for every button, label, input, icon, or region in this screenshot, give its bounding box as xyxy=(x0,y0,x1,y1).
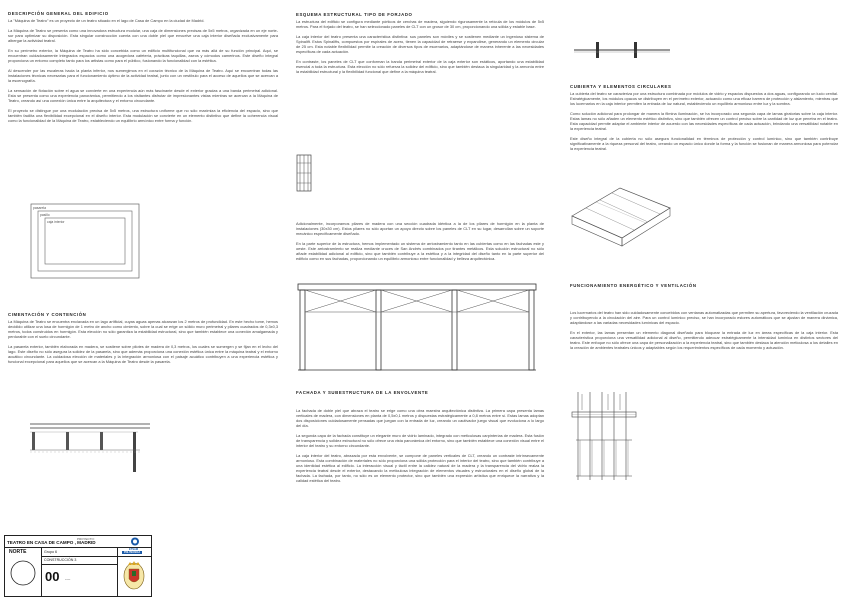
plan-label: caja interior xyxy=(47,220,65,224)
paragraph: La estructura del edificio se configura mediante pórticos de cerchas de madera, siguiendo rigurosamente la retícula de los módulos de 5x5 metros. Para el forjado del teatro, se han seleccionado paneles de CLT con un grosor de 30 cm, proporcionando una sólida y estable base. xyxy=(296,19,544,29)
louvre-facade-detail xyxy=(572,392,636,482)
paragraph: La segunda capa de la fachada constituye un elegante muro de vidrio laminado, integrado con meticulosas carpinterías de madera. Esta fusión de transparencia y solidez estructural no sólo ofrece una vista panorámica del entorno, sino que también establece una conexión visual entre el interior del teatro y su entorno circundante. xyxy=(296,433,544,448)
right-column-3 xyxy=(570,310,838,355)
paragraph: Como solución adicional para prolongar de manera la filmina iluminación, se ha incorporado una segunda capa de lamas giratorias sobre la caja interior. Estas lamas no sólo añaden un elemento estético distintivo, sino que también ofrecen un control preciso sobre la cantidad de luz que penetra en el teatro. Esta capacidad permite adaptar el ambiente interior de acuerdo con las necesidades específicas de cada actuación, brindando una versatilidad notable en la experiencia teatral. xyxy=(570,111,838,131)
section-heading-energetico: FUNCIONAMIENTO ENERGÉTICO Y VENTILACIÓN xyxy=(570,283,697,288)
middle-column xyxy=(296,12,544,79)
middle-column-4 xyxy=(296,408,544,488)
foundation-section-drawing xyxy=(30,412,160,472)
coat-of-arms-icon xyxy=(122,560,146,592)
paragraph: La caja interior del teatro, abrazada por esta envolvente, se compone de paneles verticales de CLT, creando un contraste intrínsecamente armonioso. Esta combinación de materiales no sólo proporciona una sólida protección para el interior del teatro, sino que también contribuye a una identidad estética al edificio. La interacción visual y táctil entre la calidez natural de la madera y la transparencia del vidrio realza la experiencia teatral desde el exterior, destacando la meticulosa integración de elementos visuales y estructurales en el diseño global de la fachada. La fachada, por tanto, no sólo es un elemento protector, sino que también una expresión artística que enriquece la narrativa y la calidad estética del teatro. xyxy=(296,453,544,483)
left-column xyxy=(8,11,278,128)
section-heading-descripcion: DESCRIPCIÓN GENERAL DEL EDIFICIO xyxy=(8,11,109,16)
paragraph: En el exterior, las lamas presentan un elemento diagonal diseñado para bloquear la entrada de luz en áreas específicas de la caja interior. Esta característica proporciona una versatilidad adicional al diseño, permitiendo adecuar estratégicamente la intensidad lumínica en distintos sectores del teatro. Este enfoque no sólo ofrece una capa de personalización a la experiencia teatral, sino que también destaca la atención meticulosa a los detalles en la creación de ambientes teatrales únicos y adaptables según los requerimientos específicos de cada momento y actuación. xyxy=(570,330,838,350)
frame-section-drawing xyxy=(296,282,540,374)
group-label: Grupo 6 xyxy=(44,550,57,554)
section-heading-cubierta: CUBIERTA Y ELEMENTOS CIRCULARES xyxy=(570,84,672,89)
paragraph: La caja interior del teatro presenta una característica distintiva: sus paneles son móviles y se sostienen mediante un ingenioso sistema de Spinalift. Estos Spinalifts, compuestos por espirales de acero, tienen la capacidad de retraerse y expandirse, generando un elemento circular de 25 cm. Esta notable flexibilidad permite la creación de diversos tipos de escenarios, adaptándose de manera inherente a las necesidades específicas de cada actuación. xyxy=(296,34,544,54)
paragraph: El proyecto se distingue por una modulación precisa de 5x5 metros, una estructura uniforme que no sólo maximiza la eficiencia del espacio, sino que también facilita una flexibilidad excepcional en el diseño interior. Esta modulación se convierte en un elemento distintivo que define la coherencia visual como la funcionalidad de la Máquina de Teatro, estableciendo un equilibrio armónico entre forma y función. xyxy=(8,108,278,123)
paragraph: Este diseño integral de la cubierta no sólo asegura funcionalidad en términos de protección y control lumínico, sino que también contribuye significativamente a la riqueza personal del teatro, creando un espacio único donde la forma y la función se fusionan de manera armoniosa para potenciar la experiencia teatral. xyxy=(570,136,838,151)
plan-diagram xyxy=(25,200,145,282)
roof-detail-drawing xyxy=(574,38,670,62)
right-column-2 xyxy=(570,283,838,290)
roof-axonometric-drawing xyxy=(566,186,676,248)
middle-column-3 xyxy=(296,390,544,397)
structural-column-detail xyxy=(296,155,312,191)
section-heading-estructura: ESQUEMA ESTRUCTURAL TIPO DE FORJADO xyxy=(296,12,413,17)
paragraph: Adicionalmente, incorporamos pilares de madera con una sección cuadrada idéntica a la de los pilares de hormigón en la planta de instalaciones (30x30 cm). Estos pilares no sólo aportan un apoyo directo sobre los paneles de CLT en su lugar, desarrollan sobre un soporte mecánico específicamente diseñado. xyxy=(296,221,544,236)
plan-label: pasillo xyxy=(40,213,50,217)
paragraph: Al descender por las escaleras hacia la planta inferior, nos sumergimos en el corazón técnico de la Máquina de Teatro. Aquí se encuentran todas las instalaciones técnicas necesarias para el funcionamiento óptimo de la actividad teatral, junto con un vestíbulo para el acceso de aquellos que se acercan a la escenografía. xyxy=(8,68,278,83)
plan-label: pasarela xyxy=(33,206,47,210)
right-column xyxy=(570,84,838,156)
paragraph: La pasarela exterior, también elaborada en madera, se sostiene sobre pilotes de madera de 0,3 metros, los cuales se sumergen y se fijan en el lecho del lago. Este diseño no sólo asegura la solidez de la pasarela, sino que además proporciona una conexión estética única entre la máquina teatral y el entorno acuático circundante. La cuidadosa elección de materiales y la integración armoniosa con el paisaje acuático contribuyen a una experiencia estética y funcional excepcional para aquellos que se acercan a la Máquina de Teatro desde la pasarela. xyxy=(8,344,278,364)
paragraph: La cubierta del teatro se caracteriza por una estructura combinada por módulos de vidrio y espacios dispuestos a dos aguas, configurando un lucio cenital. Estratégicamente, los módulos opacos se distribuyen en el perímetro exterior, actuando como una eficaz barrera de protección y aislamiento, mientras que los lucernarios en la caja interior permiten la entrada de luz natural, estableciendo un equilibrio armonioso entre luz y la sombra. xyxy=(570,91,838,106)
sheet-number: 00 xyxy=(45,569,60,584)
paragraph: Los lucernarios del teatro han sido cuidadosamente concebidos con ventanas automatizadas que permiten su apertura, favoreciendo la ventilación cruzada y contribuyendo a la circulación del aire. Para un control lumínico preciso, se han incorporado estores automáticos que se ajustan de manera dinámica, adaptándose a las variadas necesidades lumínicas del espacio. xyxy=(570,310,838,325)
paragraph: La sensación de flotación sobre el agua se convierte en una experiencia aún más fascinante desde el exterior gracias a una banda perimetral adicional. Esta se presenta como una experiencia panorámica, permitiendo a los visitantes disfrutar de impresionantes vistas mientras se acercan a la Máquina de Teatro, creando así una conexión única entre la arquitectura y el entorno circundante. xyxy=(8,88,278,103)
north-arrow-icon xyxy=(10,560,36,586)
project-label: PROYECTO: xyxy=(77,537,95,541)
paragraph: La "Máquina de Teatro" es un proyecto de un teatro situado en el lago de Casa de Campo en la ciudad de Madrid. xyxy=(8,18,205,23)
section-heading-fachada: FACHADA Y SUBESTRUCTURA DE LA ENVOLVENTE xyxy=(296,390,429,395)
project-title: TEATRO EN CASA DE CAMPO , MADRID xyxy=(7,540,96,545)
title-block xyxy=(4,535,152,597)
school-label: ETSAM xyxy=(129,548,139,551)
paragraph: En contraste, los paneles de CLT que conforman la banda perimetral exterior de la caja exterior son estáticos, aportando una estabilidad esencial a toda la estructura. Esta elección no sólo refuerza la solidez del edificio, sino que también destaca la singularidad y la armonía entre la estabilidad estructural y la flexibilidad funcional que define a la máquina teatral. xyxy=(296,59,544,74)
middle-column-2 xyxy=(296,221,544,266)
paragraph: La Máquina de Teatro se presenta como una innovadora estructura modular, una caja de dimensiones precisas de 5x5 metros, organizada en un eje norte-sur para optimizar su disposición. Esta singular construcción cuenta con una doble piel que envuelve una caja interior diseñada exclusivamente para albergar la actividad teatral. xyxy=(8,28,278,43)
left-column-lower xyxy=(8,312,278,369)
subject-label: CONSTRUCCIÓN 3 xyxy=(44,558,77,562)
sheet-suffix: ---- xyxy=(65,576,71,581)
paragraph: La Máquina de Teatro se encuentra enclavada en un lago artificial, cuyas aguas apenas alcanzan los 2 metros de profundidad. En este hecho tome, hemos decidido utilizar una losa de hormigón de 1 metro de ancho como cimiento, sobre la cual se erige un sólido muro perimetral y pilares cuadrados de 0,3x0,3 metros, todos construidos en hormigón. Esta elección no sólo garantiza la estabilidad estructural, sino que también establece una conexión amalgamada y perdurable con el suelo circundante. xyxy=(8,319,278,339)
university-badge: POLITÉCNICA xyxy=(124,551,141,554)
paragraph: En su perímetro exterior, la Máquina de Teatro ha sido concebida como un edificio multifuncional que va más allá de su función principal. Aquí, se encuentran cuidadosamente integrados espacios como una acogedora cafetería, prácticas taquillas, aseos y cómodos camerinos. Este diseño integral proporciona un entorno completo tanto para los artistas como para el público, fusionando la funcionalidad con la estética. xyxy=(8,48,278,63)
plan-inner-rect xyxy=(45,218,125,264)
paragraph: La fachada de doble piel que abraza el teatro se erige como una obra maestra arquitectónica distintiva. La primera capa presenta lamas verticales de madera, con dimensiones en planta de 0,5x0,1 metros y dispuestas estratégicamente a 0,8 metros entre sí. Estas lamas adoptan dos disposiciones cuidadosamente pensadas que juegan con la entrada de luz, creando un cautivador juego visual que evoluciona a lo largo del día. xyxy=(296,408,544,428)
school-logo-icon xyxy=(130,537,140,546)
section-heading-cimentacion: CIMENTACIÓN Y CONTENCIÓN xyxy=(8,312,87,317)
paragraph: En la parte superior de la estructura, hemos implementado un sistema de arriostramiento tanto en las cubiertas como en las fachadas este y oeste. Este arriostramiento se realiza mediante cruces de San Andrés combinados por tirantes metálicos. Esta solución estructural no sólo añade estabilidad adicional al edificio, sino que también contribuye a la estética y a la integridad del diseño tanto en la parte superior del edificio como en sus fachadas, proporcionando un equilibrio armonioso entre funcionalidad y belleza arquitectónica. xyxy=(296,241,544,261)
north-label: NORTE xyxy=(9,549,27,555)
